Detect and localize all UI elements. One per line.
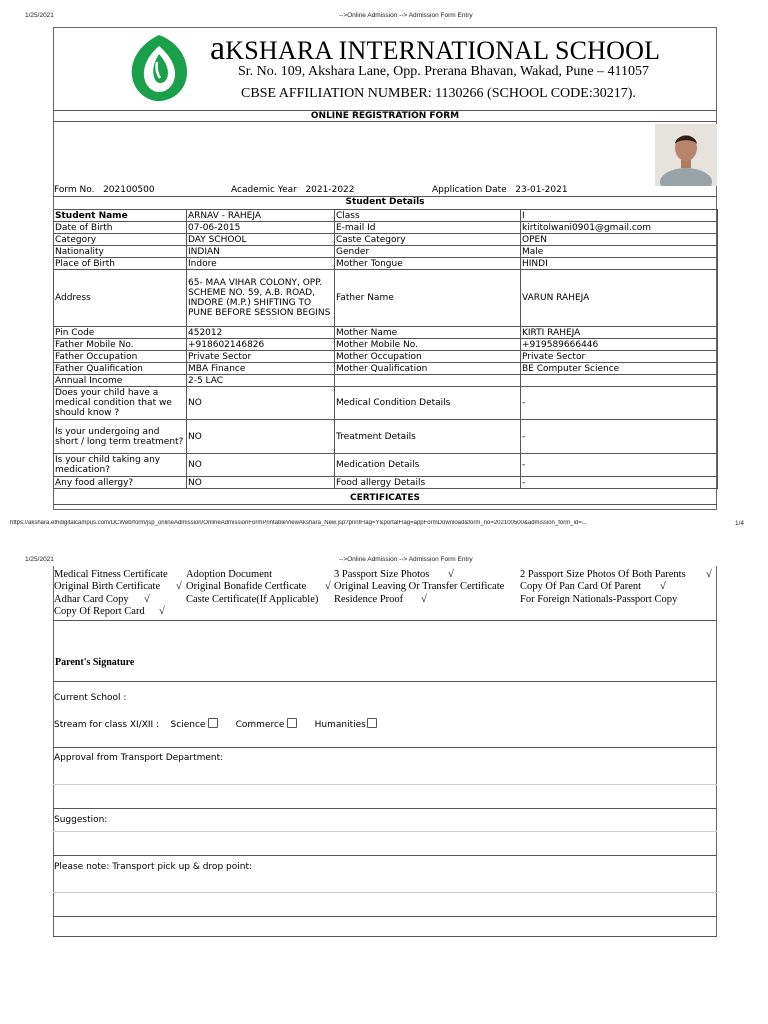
transport-note-label: Please note: Transport pick up & drop point: <box>54 862 252 872</box>
field-label <box>335 375 521 387</box>
cert-item: Adoption Document <box>186 569 273 580</box>
field-value: 2-5 LAC <box>187 375 335 387</box>
check-mark: √ <box>144 594 150 605</box>
field-value: 07-06-2015 <box>187 222 335 234</box>
check-mark: √ <box>421 594 427 605</box>
divider <box>53 936 717 937</box>
print-title: -->Online Admission --> Admission Form Entry <box>339 12 473 19</box>
field-label: Place of Birth <box>54 258 187 270</box>
field-value: NO <box>187 387 335 420</box>
field-value: VARUN RAHEJA <box>521 270 718 327</box>
cert-item: Residence Proof <box>334 594 404 605</box>
form-title: ONLINE REGISTRATION FORM <box>310 111 460 121</box>
check-mark: √ <box>325 581 331 592</box>
certificates-title: CERTIFICATES <box>350 493 420 503</box>
table-row <box>54 375 718 387</box>
field-value: 65- MAA VIHAR COLONY, OPP. SCHEME NO. 59, A.B. ROAD, INDORE (M.P.) SHIFTING TO PUNE BEFORE SESSION BEGINS <box>187 270 335 327</box>
field-label: Class <box>335 210 521 222</box>
footer-url: https://akshara.ethdigitalcampus.com/DCWeb/form/jsp_onlineAdmission/OnlineAdmissionFormPrintableViewAkshara_New.jsp?printFlag=Y&portalFlag=appFormDownload&form_no=202100500&admission_form_id=... <box>10 520 587 526</box>
print-title: -->Online Admission --> Admission Form Entry <box>339 556 473 563</box>
field-value: kirtitolwani0901@gmail.com <box>521 222 718 234</box>
field-label: Gender <box>335 246 521 258</box>
transport-approval-label: Approval from Transport Department: <box>54 753 224 763</box>
field-value: Indore <box>187 258 335 270</box>
field-value: KIRTI RAHEJA <box>521 327 718 339</box>
field-value: I <box>521 210 718 222</box>
table-row <box>54 246 718 258</box>
table-row <box>54 210 718 222</box>
field-label: Is your child taking any medication? <box>54 454 187 477</box>
cert-item: Adhar Card Copy <box>54 594 129 605</box>
current-school-label: Current School : <box>54 693 127 703</box>
table-row <box>54 420 718 454</box>
field-value: Private Sector <box>521 351 718 363</box>
table-row <box>54 351 718 363</box>
cert-item: Copy Of Pan Card Of Parent <box>520 581 642 592</box>
divider <box>53 504 717 505</box>
field-label: Medication Details <box>335 454 521 477</box>
cert-item: 2 Passport Size Photos Of Both Parents <box>520 569 686 580</box>
check-mark: √ <box>660 581 666 592</box>
divider <box>53 808 717 809</box>
field-label: Date of Birth <box>54 222 187 234</box>
field-value: BE Computer Science <box>521 363 718 375</box>
field-value: Private Sector <box>187 351 335 363</box>
check-mark: √ <box>706 569 712 580</box>
field-value: NO <box>187 454 335 477</box>
field-label: Mother Mobile No. <box>335 339 521 351</box>
check-mark: √ <box>159 606 165 617</box>
divider <box>53 855 717 856</box>
school-affiliation: CBSE AFFILIATION NUMBER: 1130266 (SCHOOL CODE:30217). <box>241 86 636 101</box>
footer-page-number: 1/4 <box>735 520 745 527</box>
divider <box>53 121 717 122</box>
table-row <box>54 454 718 477</box>
field-value: +919589666446 <box>521 339 718 351</box>
field-label: Treatment Details <box>335 420 521 454</box>
school-name: aKSHARA INTERNATIONAL SCHOOL <box>210 30 661 67</box>
science-checkbox[interactable] <box>208 718 218 728</box>
field-label: Address <box>54 270 187 327</box>
print-date: 1/25/2021 <box>25 556 54 563</box>
field-value: HINDI <box>521 258 718 270</box>
form-no: Form No. 202100500 <box>54 185 155 195</box>
commerce-checkbox[interactable] <box>287 718 297 728</box>
field-label: Mother Qualification <box>335 363 521 375</box>
field-label: Father Mobile No. <box>54 339 187 351</box>
student-details-title: Student Details <box>345 197 425 207</box>
humanities-checkbox[interactable] <box>367 718 377 728</box>
table-row <box>54 327 718 339</box>
check-mark: √ <box>176 581 182 592</box>
field-label: Medical Condition Details <box>335 387 521 420</box>
field-label: Mother Occupation <box>335 351 521 363</box>
field-label: Annual Income <box>54 375 187 387</box>
field-label: E-mail Id <box>335 222 521 234</box>
field-value: ARNAV - RAHEJA <box>187 210 335 222</box>
cert-item: 3 Passport Size Photos <box>334 569 430 580</box>
field-label: Father Occupation <box>54 351 187 363</box>
academic-year: Academic Year 2021-2022 <box>231 185 355 195</box>
table-row <box>54 222 718 234</box>
table-row <box>54 258 718 270</box>
table-row <box>54 339 718 351</box>
page-2-left-border <box>53 566 54 937</box>
stream-row: Stream for class XI/XII : Science Commerce Humanities <box>54 718 377 730</box>
field-label: Father Name <box>335 270 521 327</box>
field-label: Food allergy Details <box>335 477 521 489</box>
cert-item: Caste Certificate(If Applicable) <box>186 594 319 605</box>
field-label: Nationality <box>54 246 187 258</box>
field-label: Mother Tongue <box>335 258 521 270</box>
divider <box>53 681 717 682</box>
table-row <box>54 234 718 246</box>
school-address: Sr. No. 109, Akshara Lane, Opp. Prerana Bhavan, Wakad, Pune – 411057 <box>238 64 650 79</box>
table-row <box>54 270 718 327</box>
check-mark: √ <box>448 569 454 580</box>
cert-item: For Foreign Nationals-Passport Copy <box>520 594 678 605</box>
field-label: Father Qualification <box>54 363 187 375</box>
divider <box>53 831 717 832</box>
field-value: - <box>521 387 718 420</box>
field-label: Mother Name <box>335 327 521 339</box>
field-label: Caste Category <box>335 234 521 246</box>
field-label: Pin Code <box>54 327 187 339</box>
cert-item: Original Birth Certificate <box>54 581 161 592</box>
table-row <box>54 387 718 420</box>
school-logo-icon <box>126 32 192 104</box>
table-row <box>54 363 718 375</box>
field-value: INDIAN <box>187 246 335 258</box>
field-label: Is your undergoing and short / long term treatment? <box>54 420 187 454</box>
divider <box>53 892 717 893</box>
divider <box>53 916 717 917</box>
field-value: MBA Finance <box>187 363 335 375</box>
cert-item: Original Bonafide Certficate <box>186 581 307 592</box>
field-value: - <box>521 454 718 477</box>
table-row <box>54 477 718 489</box>
cert-item: Copy Of Report Card <box>54 606 145 617</box>
field-value: DAY SCHOOL <box>187 234 335 246</box>
field-value: 452012 <box>187 327 335 339</box>
suggestion-label: Suggestion: <box>54 815 108 825</box>
field-label: Any food allergy? <box>54 477 187 489</box>
field-label: Student Name <box>54 210 187 222</box>
field-value: OPEN <box>521 234 718 246</box>
page-2-right-border <box>716 566 717 937</box>
application-date: Application Date 23-01-2021 <box>432 185 568 195</box>
student-details-table <box>53 209 718 489</box>
field-value: NO <box>187 420 335 454</box>
divider <box>53 784 717 785</box>
print-date: 1/25/2021 <box>25 12 54 19</box>
divider <box>53 620 717 621</box>
cert-item: Medical Fitness Certificate <box>54 569 168 580</box>
field-value: +918602146826 <box>187 339 335 351</box>
field-value: Male <box>521 246 718 258</box>
field-label: Does your child have a medical condition that we should know ? <box>54 387 187 420</box>
field-value: - <box>521 477 718 489</box>
field-label: Category <box>54 234 187 246</box>
parents-signature-label: Parent's Signature <box>55 657 135 668</box>
field-value <box>521 375 718 387</box>
field-value: - <box>521 420 718 454</box>
divider <box>53 747 717 748</box>
cert-item: Original Leaving Or Transfer Certificate <box>334 581 505 592</box>
field-value: NO <box>187 477 335 489</box>
student-photo <box>655 124 717 186</box>
